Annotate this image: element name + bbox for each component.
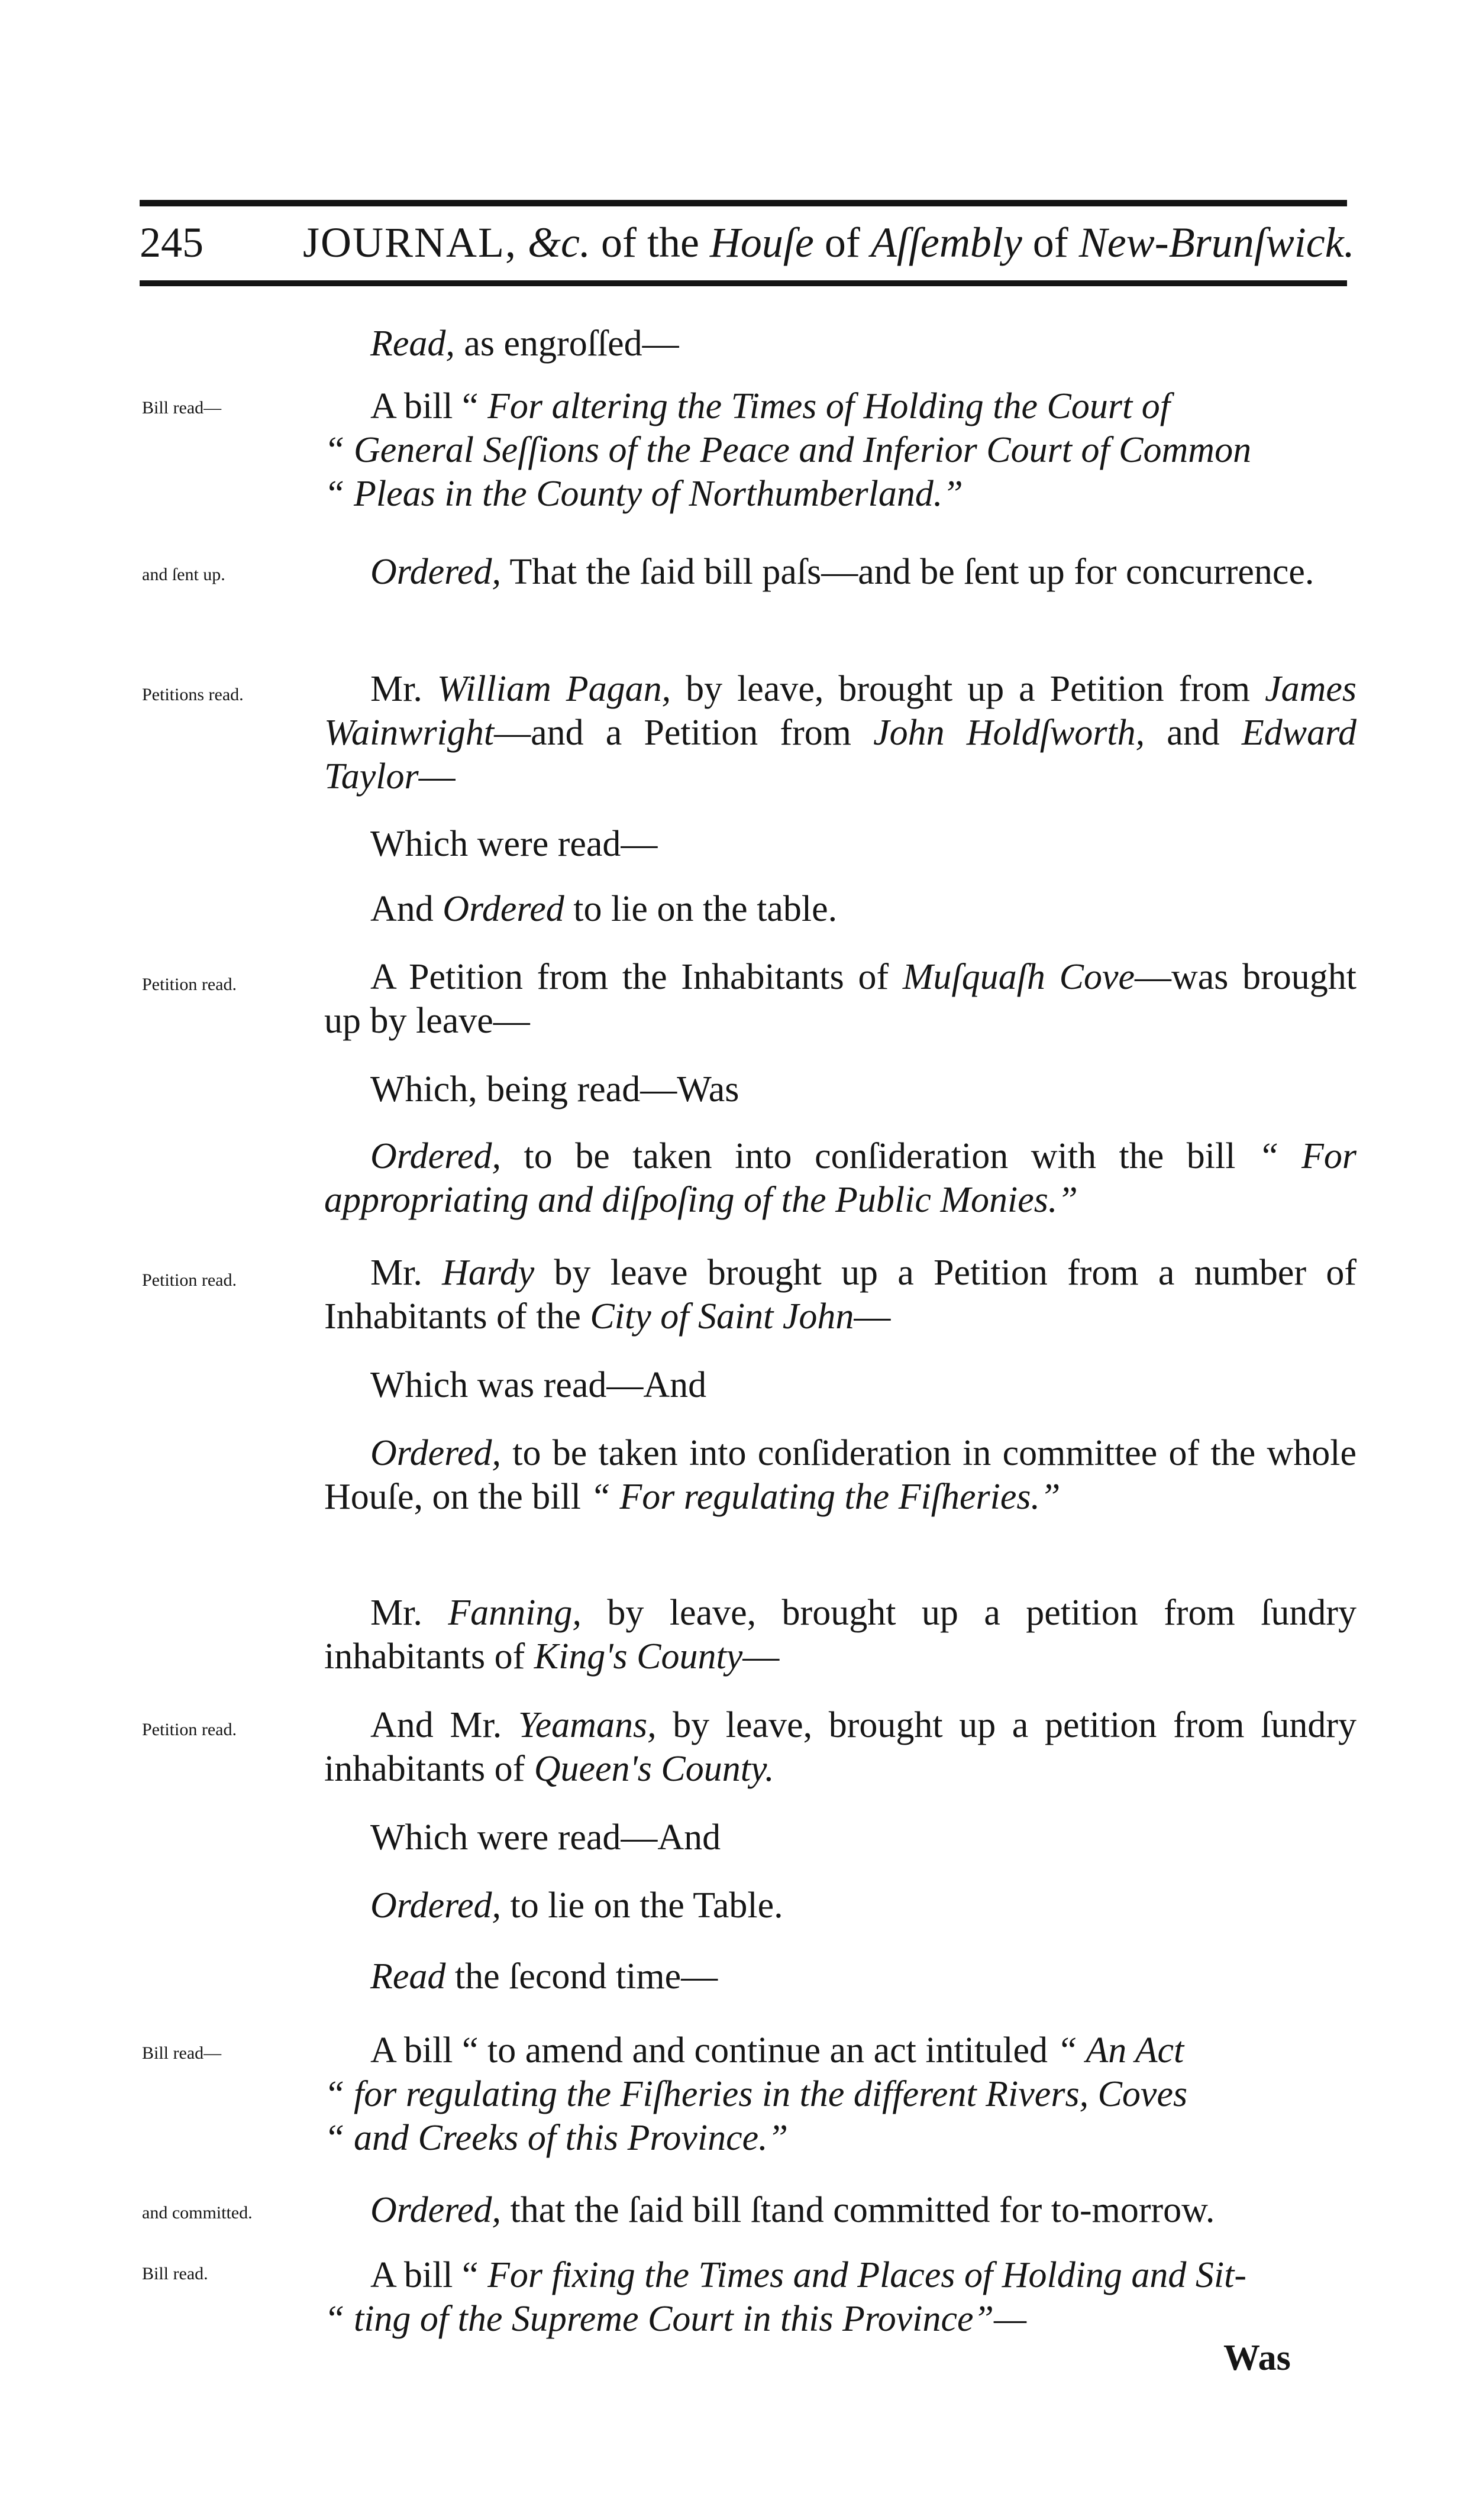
text-and: and [1145, 713, 1242, 753]
text-dash: — [418, 756, 456, 797]
name-fanning: Fanning, [448, 1593, 582, 1633]
margin-note-petition-read-1: Petition read. [142, 975, 237, 994]
paragraph-fisheries-act [324, 2029, 1357, 2160]
text-read: Read, [370, 324, 455, 364]
text-lie-on-table: to lie on the Table. [500, 1885, 783, 1926]
running-header [140, 213, 1355, 272]
act-title-line-2: “ for regulating the Fiſheries in the different Rivers, Coves [324, 2074, 1188, 2114]
margin-note-bill-read-2: Bill read— [142, 2043, 222, 2063]
paragraph-which-were-read [324, 822, 1357, 866]
paragraph-public-monies [324, 1134, 1357, 1222]
paragraph-which-was-read [324, 1363, 1357, 1407]
text-second-time: the ſecond time— [445, 1956, 718, 1997]
bill-title-line-3: “ Pleas in the County of Northumberland.” [324, 474, 963, 514]
margin-note-committed: and committed. [142, 2203, 253, 2223]
text-brought-up-by-leave: —was brought up by leave— [324, 957, 1357, 1041]
paragraph-which-were-read-2 [324, 1816, 1357, 1859]
name-edward-taylor: Edward Taylor [324, 713, 1357, 797]
title-of: of [824, 219, 860, 266]
text-sundry-inhabitants: by leave, brought up a petition from ſundry inhabitants of [324, 1705, 1357, 1789]
paragraph-supreme-court-bill [324, 2253, 1357, 2341]
paragraph-read-second-time [324, 1955, 1357, 1998]
paragraph-fanning-petition [324, 1591, 1357, 1678]
place-kings-county: King's County [534, 1636, 743, 1677]
margin-note-bill-read: Bill read— [142, 398, 222, 418]
text-ordered: Ordered, [370, 552, 501, 592]
bill-supreme-court-line-1: For fixing the Times and Places of Holding and Sit- [487, 2255, 1247, 2295]
title-province: New-Brunſwick. [1078, 219, 1355, 266]
text-lie-on-table: to lie on the table. [564, 889, 838, 929]
paragraph-musquash-petition [324, 955, 1357, 1043]
text-committed-tomorrow: that the ſaid bill ſtand committed for to-morrow. [500, 2190, 1215, 2230]
text-order-pass: That the ſaid bill paſs—and be ſent up for concurrence. [500, 552, 1314, 592]
header-top-rule [140, 200, 1347, 206]
bill-fisheries: “ For regulating the Fiſheries.” [590, 1477, 1061, 1517]
text-consideration: to be taken into conſideration with the bill [500, 1136, 1258, 1176]
act-title-line-3: “ and Creeks of this Province.” [324, 2118, 789, 2158]
text-which-were-read: Which were read— [370, 824, 658, 864]
paragraph-committed-tomorrow [324, 2188, 1357, 2232]
margin-note-petition-read-2: Petition read. [142, 1270, 237, 1290]
page-number: 245 [140, 219, 204, 266]
name-hardy: Hardy [442, 1253, 535, 1293]
text-dash: — [854, 1296, 891, 1337]
paragraph-read-engrossed [324, 322, 1357, 365]
title-house: Houſe [709, 219, 814, 266]
name-yeamans: Yeamans, [518, 1705, 657, 1745]
text-sundry-inhabitants: by leave, brought up a petition from ſundry inhabitants of [324, 1593, 1357, 1677]
paragraph-pagan-petitions [324, 667, 1357, 798]
bill-title-line-1: For altering the Times of Holding the Court of [487, 386, 1170, 426]
bill-title-line-2: “ General Seſſions of the Peace and Inferior Court of Common [324, 430, 1252, 470]
paragraph-hardy-petition [324, 1251, 1357, 1338]
text-which-was-read: Which was read—And [370, 1365, 707, 1405]
margin-note-petitions-read: Petitions read. [142, 685, 244, 704]
paragraph-being-read [324, 1067, 1357, 1111]
paragraph-ordered-pass [324, 550, 1357, 594]
text-ordered: Ordered [443, 889, 564, 929]
title-of-2: of [1032, 219, 1068, 266]
text-dash: — [742, 1636, 780, 1677]
title-journal: JOURNAL, [303, 219, 518, 266]
text-ordered: Ordered, [370, 2190, 501, 2230]
text-ordered: Ordered, [370, 1885, 501, 1926]
margin-note-petition-read-3: Petition read. [142, 1720, 237, 1739]
place-saint-john: City of Saint John [590, 1296, 854, 1337]
text-ordered: Ordered, [370, 1136, 501, 1176]
name-william-pagan: William Pagan, [437, 669, 671, 709]
text-brought-up: by leave, brought up a Petition from [671, 669, 1265, 709]
text-and-petition: —and a Petition from [494, 713, 874, 753]
text-a-bill: A bill “ [370, 2255, 488, 2295]
margin-note-sent-up: and ſent up. [142, 565, 225, 584]
paragraph-bill-northumberland [324, 384, 1357, 516]
text-petition-from: A Petition from the Inhabitants of [370, 957, 903, 997]
paragraph-fisheries-committee [324, 1431, 1357, 1519]
text-mr: Mr. [370, 669, 437, 709]
bill-public-monies: “ For appropriating and diſpoſing of the Public Monies.” [324, 1136, 1357, 1220]
text-and-mr: And Mr. [370, 1705, 518, 1745]
title-of-the: of the [600, 219, 699, 266]
margin-note-bill-read-3: Bill read. [142, 2264, 208, 2283]
paragraph-yeamans-petition [324, 1703, 1357, 1791]
text-number-of-inhabitants: by leave brought up a Petition from a number of Inhabitants of the [324, 1253, 1357, 1337]
text-which-were-read: Which were read—And [370, 1817, 721, 1858]
running-title [303, 213, 1355, 272]
title-etc: &c. [528, 219, 590, 266]
text-ordered: Ordered, [370, 1433, 501, 1473]
text-being-read: Which, being read—Was [370, 1069, 739, 1109]
place-musquash-cove: Muſquaſh Cove [902, 957, 1135, 997]
place-queens-county: Queen's County. [534, 1749, 774, 1789]
catchword: Was [1223, 2338, 1291, 2378]
name-james-wainwright: James Wainwright [324, 669, 1357, 753]
text-mr: Mr. [370, 1593, 448, 1633]
text-bill-amend: A bill “ to amend and continue an act intituled [370, 2030, 1057, 2071]
text-read: Read [370, 1956, 446, 1997]
paragraph-lie-on-table-2 [324, 1884, 1357, 1927]
act-title-start: “ An Act [1057, 2030, 1184, 2071]
bill-supreme-court-line-2: “ ting of the Supreme Court in this Province”— [324, 2299, 1027, 2339]
header-bottom-rule [140, 280, 1347, 286]
paragraph-lie-on-table [324, 887, 1357, 931]
text-a-bill: A bill “ [370, 386, 488, 426]
text-committee: to be taken into conſideration in committee of the whole Houſe, on the bill [324, 1433, 1357, 1517]
text-and: And [370, 889, 443, 929]
name-john-holdsworth: John Holdſworth, [873, 713, 1145, 753]
title-assembly: Aſſembly [870, 219, 1022, 266]
text-mr: Mr. [370, 1253, 443, 1293]
text-as-engrossed: as engroſſed— [454, 324, 679, 364]
